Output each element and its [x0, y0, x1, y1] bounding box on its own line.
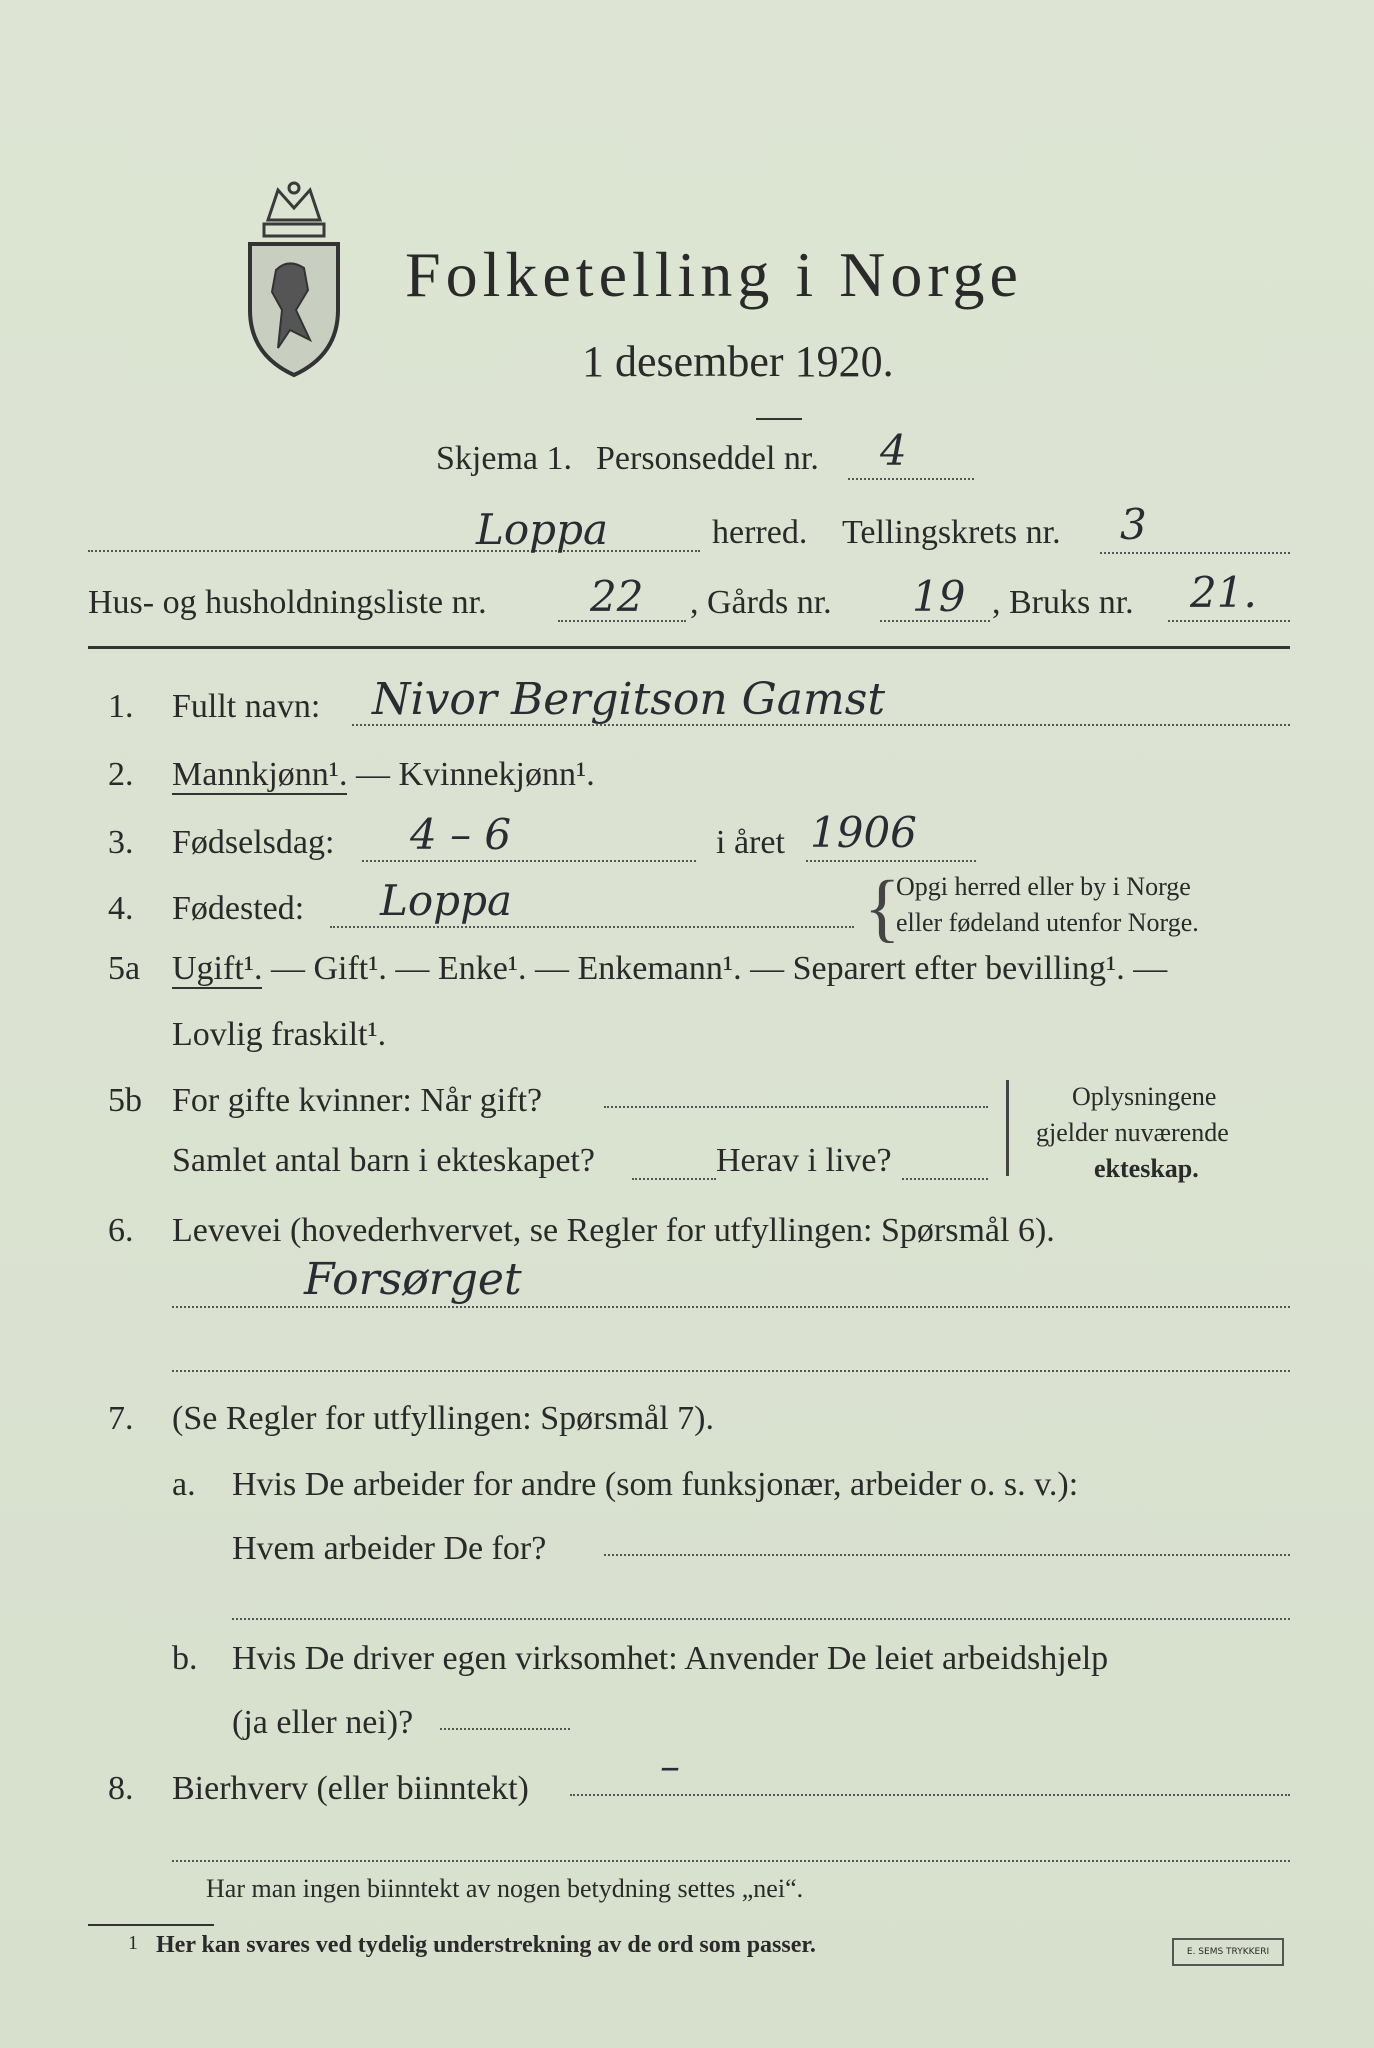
side-income-field-line1 — [570, 1794, 1290, 1796]
birth-year-value[interactable]: 1906 — [810, 808, 917, 857]
marital-status-options — [172, 950, 1167, 988]
employer-field-line2 — [232, 1618, 1290, 1620]
full-name-value[interactable]: Nivor Bergitson Gamst — [372, 674, 886, 725]
children-count-label: Samlet antal barn i ekteskapet? — [172, 1142, 595, 1179]
birthdate-label: Fødselsdag: — [172, 824, 335, 861]
marriage-note-line3: ekteskap. — [1094, 1154, 1199, 1183]
marital-option-unmarried[interactable]: Ugift¹. — [172, 950, 263, 987]
children-count-field-line — [632, 1178, 716, 1180]
header-separator — [88, 646, 1290, 649]
marriage-note-line2: gjelder nuværende — [1036, 1118, 1229, 1147]
personseddel-label: Personseddel nr. — [596, 440, 819, 477]
occupation-value[interactable]: Forsørget — [304, 1254, 522, 1305]
no-income-note: Har man ingen biinntekt av nogen betydning settes „nei“. — [206, 1874, 804, 1903]
q3-number: 3. — [108, 824, 134, 861]
form-title: Folketelling i Norge — [405, 239, 1023, 310]
tellingskrets-value[interactable]: 3 — [1120, 500, 1147, 549]
gards-label: , Gårds nr. — [690, 584, 832, 621]
gards-value[interactable]: 19 — [912, 572, 966, 621]
tellingskrets-label: Tellingskrets nr. — [842, 514, 1061, 551]
q5a-number: 5a — [108, 950, 141, 987]
full-name-label: Fullt navn: — [172, 688, 321, 725]
footnote-text: Her kan svares ved tydelig understrekning av de ord som passer. — [156, 1932, 816, 1958]
birthdate-value[interactable]: 4 – 6 — [410, 810, 512, 859]
printer-stamp: E. SEMS TRYKKERI — [1172, 1938, 1284, 1966]
census-date: 1 desember 1920. — [582, 337, 894, 386]
birth-year-label: i året — [716, 824, 785, 861]
sex-option-female[interactable]: Kvinnekjønn¹. — [398, 756, 595, 793]
bruks-value[interactable]: 21. — [1190, 568, 1257, 617]
sex-options — [172, 756, 595, 794]
birthplace-label: Fødested: — [172, 890, 305, 927]
birthplace-note-line1: Opgi herred eller by i Norge — [896, 872, 1191, 901]
q7-number: 7. — [108, 1400, 134, 1437]
hus-label: Hus- og husholdningsliste nr. — [88, 584, 487, 621]
sex-separator: — — [347, 756, 399, 793]
hus-value[interactable]: 22 — [590, 572, 644, 621]
birthplace-note-brace: { — [864, 866, 901, 950]
side-income-field-line2 — [172, 1860, 1290, 1862]
birthplace-field-line — [330, 926, 854, 928]
marriage-note-line1: Oplysningene — [1072, 1082, 1217, 1111]
children-alive-field-line — [902, 1178, 988, 1180]
q7b-letter: b. — [172, 1640, 198, 1677]
side-income-label: Bierhverv (eller biinntekt) — [172, 1770, 529, 1807]
q5b-number: 5b — [108, 1082, 142, 1119]
hired-help-field-line — [440, 1728, 570, 1730]
occupation-label: Levevei (hovederhvervet, se Regler for utfyllingen: Spørsmål 6). — [172, 1212, 1055, 1249]
children-alive-label: Herav i live? — [716, 1142, 892, 1179]
employer-label: Hvem arbeider De for? — [232, 1530, 547, 1567]
sex-option-male[interactable]: Mannkjønn¹. — [172, 756, 348, 793]
footnote-mark: 1 — [128, 1932, 138, 1954]
q8-number: 8. — [108, 1770, 134, 1807]
married-when-label: For gifte kvinner: Når gift? — [172, 1082, 543, 1119]
q6-number: 6. — [108, 1212, 134, 1249]
q4-number: 4. — [108, 890, 134, 927]
marital-other-options[interactable]: — Gift¹. — Enke¹. — Enkemann¹. — Separert efter bevilling¹. — — [262, 950, 1168, 987]
hired-help-label: (ja eller nei)? — [232, 1704, 414, 1741]
bruks-label: , Bruks nr. — [992, 584, 1134, 621]
marital-option-divorced[interactable]: Lovlig fraskilt¹. — [172, 1016, 387, 1053]
birthplace-value[interactable]: Loppa — [380, 876, 512, 925]
employer-field-line1 — [604, 1554, 1290, 1556]
occupation-field-line1 — [172, 1306, 1290, 1308]
side-income-value[interactable]: – — [660, 1744, 680, 1790]
birthdate-field-line — [362, 860, 696, 862]
marriage-note-bracket — [1006, 1080, 1009, 1176]
q7b-question: Hvis De driver egen virksomhet: Anvender De leiet arbeidshjelp — [232, 1640, 1109, 1677]
married-when-field-line — [604, 1106, 988, 1108]
q7a-question: Hvis De arbeider for andre (som funksjonær, arbeider o. s. v.): — [232, 1466, 1079, 1503]
birthplace-note-line2: eller fødeland utenfor Norge. — [896, 908, 1199, 937]
norway-coat-of-arms-icon — [238, 180, 350, 380]
personseddel-value[interactable]: 4 — [880, 426, 907, 475]
footnote-divider — [88, 1924, 214, 1926]
schema-label: Skjema 1. — [436, 440, 572, 477]
q7-label: (Se Regler for utfyllingen: Spørsmål 7). — [172, 1400, 715, 1437]
herred-label: herred. — [712, 514, 808, 551]
q7a-letter: a. — [172, 1466, 196, 1503]
herred-value[interactable]: Loppa — [476, 505, 608, 554]
herred-field-line — [88, 550, 700, 552]
bruks-field-line — [1168, 620, 1290, 622]
q2-number: 2. — [108, 756, 134, 793]
title-divider — [756, 418, 802, 420]
tellingskrets-field-line — [1100, 552, 1290, 554]
personseddel-field-line — [848, 478, 974, 480]
birth-year-field-line — [806, 860, 976, 862]
occupation-field-line2 — [172, 1370, 1290, 1372]
q1-number: 1. — [108, 688, 134, 725]
